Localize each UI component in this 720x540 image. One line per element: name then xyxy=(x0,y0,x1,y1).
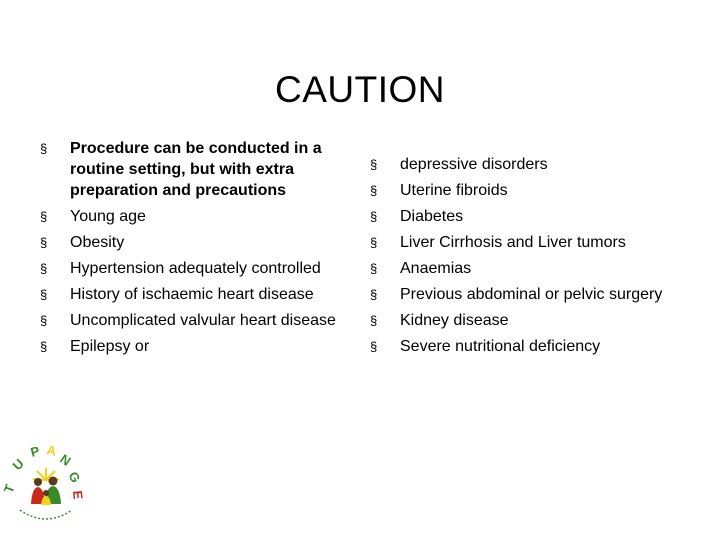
list-item: § Kidney disease xyxy=(370,312,509,329)
list-item: § Procedure can be conducted in a routine setting, but with extra preparation and precautions xyxy=(40,140,322,199)
right-bullet-list xyxy=(370,154,670,362)
bullet-icon: § xyxy=(370,209,378,224)
bullet-icon: § xyxy=(40,141,48,156)
family-figures-icon xyxy=(31,477,61,506)
slide-title: CAUTION xyxy=(275,68,445,110)
svg-text:T: T xyxy=(0,482,18,496)
list-item: § Uterine fibroids xyxy=(370,182,508,199)
tupange-logo xyxy=(0,442,86,528)
list-item: § Anaemias xyxy=(370,260,472,277)
list-item: § Uncomplicated valvular heart disease xyxy=(40,312,336,329)
bullet-icon: § xyxy=(370,157,378,172)
bullet-icon: § xyxy=(370,261,378,276)
bullet-icon: § xyxy=(370,339,378,354)
bullet-icon: § xyxy=(40,209,48,224)
bullet-icon: § xyxy=(40,261,48,276)
bullet-icon: § xyxy=(370,183,378,198)
list-item: § Severe nutritional deficiency xyxy=(370,338,601,355)
svg-text:A: A xyxy=(45,442,58,459)
list-item: § Previous abdominal or pelvic surgery xyxy=(370,286,663,303)
svg-text:E: E xyxy=(70,489,86,500)
bullet-icon: § xyxy=(40,287,48,302)
bullet-icon: § xyxy=(370,235,378,250)
bullet-icon: § xyxy=(370,287,378,302)
list-item: § depressive disorders xyxy=(370,156,548,173)
list-item: § Obesity xyxy=(40,234,125,251)
svg-text:P: P xyxy=(28,443,42,460)
list-item: § Hypertension adequately controlled xyxy=(40,260,321,277)
svg-text:U: U xyxy=(9,455,27,474)
list-item: § Liver Cirrhosis and Liver tumors xyxy=(370,234,626,251)
bullet-icon: § xyxy=(370,313,378,328)
tagline-arc-icon xyxy=(20,510,72,519)
bullet-icon: § xyxy=(40,313,48,328)
bullet-icon: § xyxy=(40,339,48,354)
logo-lettering xyxy=(1,442,86,500)
list-item: § History of ischaemic heart disease xyxy=(40,286,314,303)
list-item: § Diabetes xyxy=(370,208,464,225)
bullet-icon: § xyxy=(40,235,48,250)
svg-text:N: N xyxy=(57,451,74,469)
left-bullet-list xyxy=(40,138,360,362)
list-item: § Epilepsy or xyxy=(40,338,150,355)
svg-text:G: G xyxy=(65,469,84,486)
list-item: § Young age xyxy=(40,208,146,225)
